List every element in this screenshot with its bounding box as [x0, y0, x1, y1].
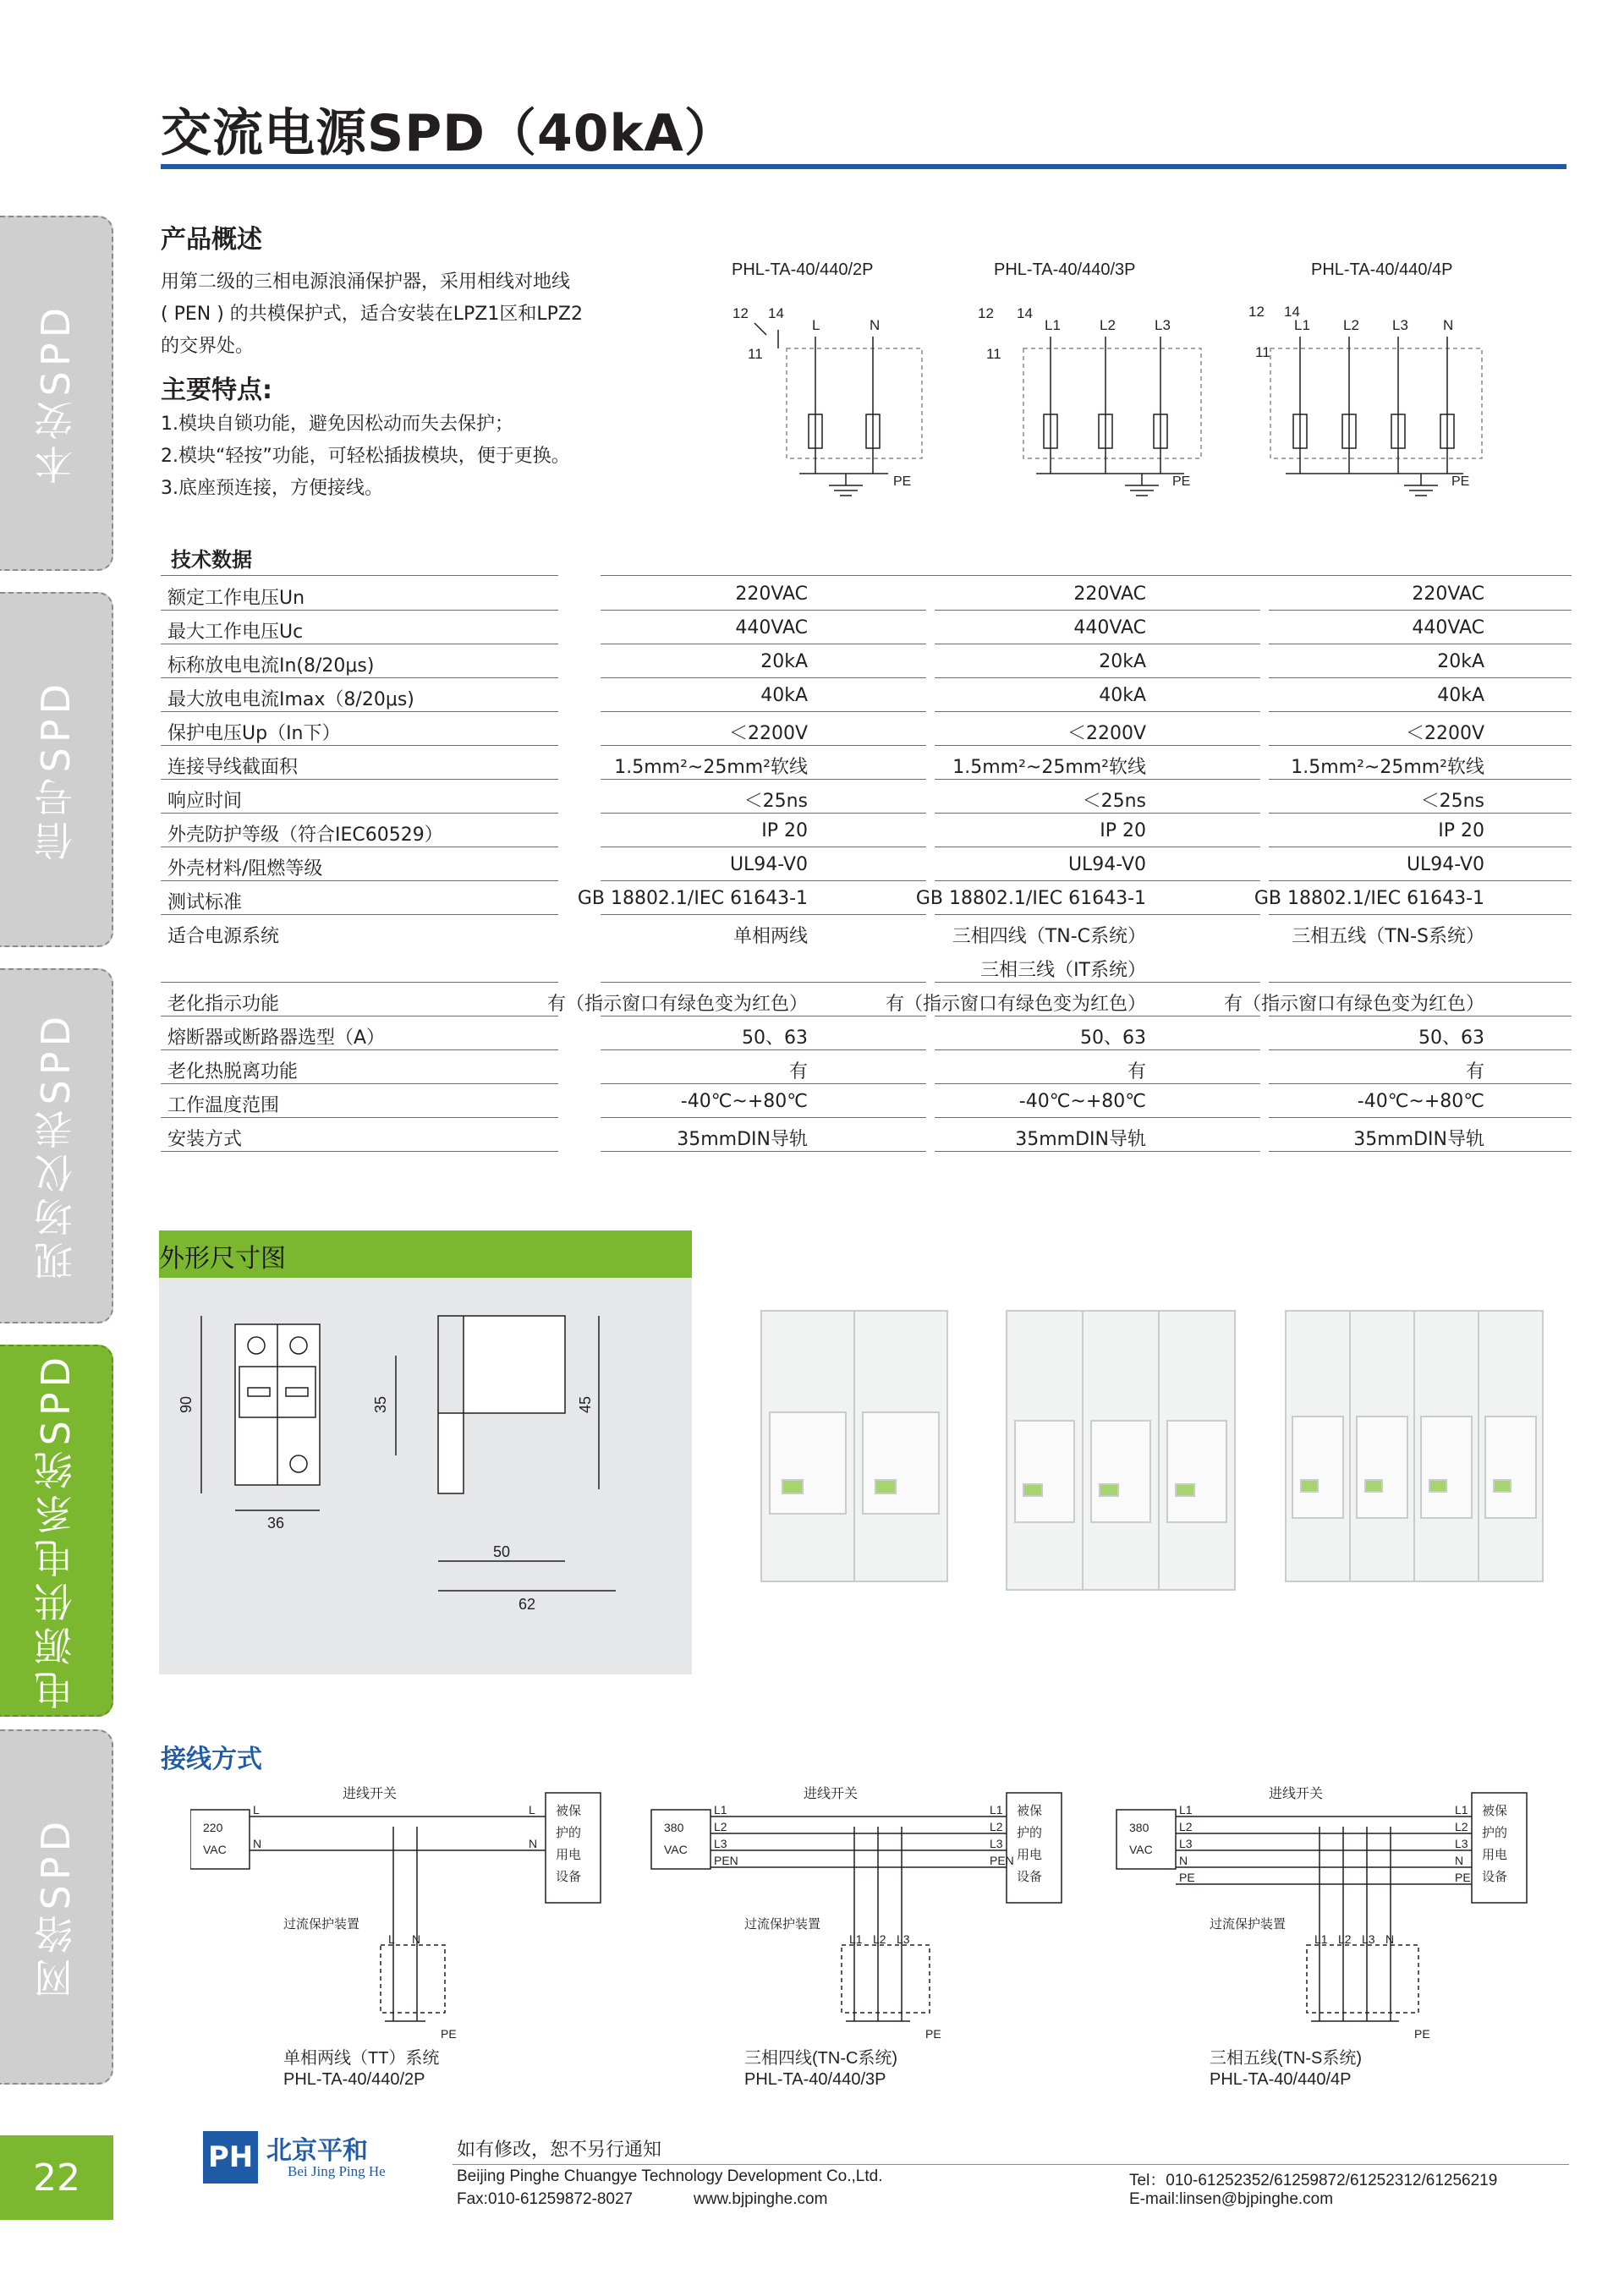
spd-label: L3 — [897, 1932, 910, 1946]
spec-label: 外壳材料/阻燃等级 — [167, 858, 323, 879]
side-tab-intrinsic-spd[interactable] — [0, 216, 113, 571]
wiring-diagrams — [190, 1776, 1577, 2097]
spec-label: 连接导线截面积 — [167, 757, 299, 778]
company-name: Beijing Pinghe Chuangye Technology Development Co.,Ltd. — [457, 2167, 883, 2185]
spec-label: 适合电源系统 — [167, 926, 280, 947]
schematic-4p — [1248, 304, 1482, 496]
spec-row — [161, 847, 1572, 881]
inlet-label: N — [1179, 1854, 1188, 1867]
spec-label: 外壳防护等级（符合IEC60529） — [167, 825, 443, 846]
contact-label: 11 — [1255, 344, 1270, 360]
outlet-label: L2 — [1455, 1820, 1468, 1833]
website-link[interactable]: www.bjpinghe.com — [694, 2190, 828, 2208]
ground-label: PE — [1172, 474, 1191, 489]
spec-value: 35mmDIN导轨 — [1015, 1129, 1146, 1150]
phase-label: L3 — [1155, 317, 1171, 333]
outlet-label: PE — [1455, 1871, 1471, 1884]
spec-heading: 技术数据 — [171, 548, 252, 572]
side-tab-label: 信号SPD — [33, 678, 79, 861]
product-4p-image — [1286, 1311, 1543, 1581]
dim-inner: 35 — [372, 1395, 389, 1413]
outlet-label: L1 — [990, 1803, 1003, 1817]
spec-row — [161, 814, 1572, 847]
schematic-model-4p: PHL-TA-40/440/4P — [1311, 260, 1453, 279]
spec-label: 保护电压Up（In下） — [167, 723, 341, 744]
power-source-box — [190, 1810, 250, 1869]
wiring-diagram-1 — [190, 1786, 601, 2089]
inlet-label: N — [253, 1837, 262, 1850]
side-tab-field-instrument-spd[interactable] — [0, 968, 113, 1323]
spec-row — [161, 983, 1572, 1016]
product-3p-image — [1007, 1311, 1235, 1590]
ground-label: PE — [441, 2027, 457, 2041]
overview-heading: 产品概述 — [161, 225, 262, 255]
wiring-diagram-2 — [651, 1786, 1062, 2089]
spd-label: N — [412, 1932, 421, 1946]
outlet-label: L2 — [990, 1820, 1003, 1833]
spec-value: UL94-V0 — [729, 854, 808, 875]
side-tab-label: 现场仪表SPD — [33, 1011, 79, 1281]
spec-value: 50、63 — [1418, 1027, 1484, 1049]
spec-row — [161, 746, 1572, 780]
spec-value: 有（指示窗口有绿色变为红色） — [546, 994, 808, 1015]
inlet-label: L3 — [1179, 1837, 1193, 1850]
device-label: 用电 — [1482, 1848, 1508, 1862]
spec-label: 额定工作电压Un — [167, 588, 305, 609]
spd-label: L1 — [849, 1932, 863, 1946]
phase-label: L — [812, 317, 820, 333]
ground-label: PE — [893, 474, 912, 489]
device-label: 用电 — [556, 1848, 582, 1862]
spec-row — [161, 678, 1572, 712]
spec-value: 220VAC — [1412, 584, 1484, 605]
side-tab-label: 本安SPD — [33, 302, 79, 485]
spd-label: L1 — [1314, 1932, 1328, 1946]
product-2p-image — [761, 1311, 947, 1581]
spec-value: IP 20 — [1100, 820, 1146, 841]
dim-side-height: 45 — [577, 1395, 594, 1413]
phase-label: L2 — [1100, 317, 1116, 333]
inlet-label: L1 — [714, 1803, 727, 1817]
spd-box — [1307, 1945, 1418, 2013]
dim-width: 36 — [267, 1515, 285, 1532]
spec-value: 1.5mm²~25mm²软线 — [952, 757, 1146, 778]
schematic-model-2p: PHL-TA-40/440/2P — [732, 260, 874, 279]
side-tab-label: 电源供电系统SPD — [33, 1351, 79, 1710]
phase-label: L2 — [1343, 317, 1359, 333]
email-link[interactable]: E-mail:linsen@bjpinghe.com — [1129, 2190, 1334, 2208]
spec-label: 安装方式 — [167, 1129, 243, 1150]
spec-label: 工作温度范围 — [167, 1095, 280, 1116]
side-tab-network-spd[interactable] — [0, 1729, 113, 2085]
source-label: 380 — [664, 1821, 684, 1834]
product-photos — [744, 1269, 1582, 1624]
spec-value: ＜25ns — [1420, 791, 1484, 812]
inlet-label: L1 — [1179, 1803, 1193, 1817]
title-rule — [161, 164, 1566, 169]
spec-value-extra: 三相三线（IT系统） — [980, 960, 1146, 981]
source-label: VAC — [664, 1843, 688, 1856]
spec-row — [161, 577, 1572, 611]
outlet-label: N — [529, 1837, 538, 1850]
dimension-heading: 外形尺寸图 — [159, 1230, 692, 1278]
switch-label: 进线开关 — [804, 1787, 859, 1801]
inlet-label: L — [253, 1803, 260, 1817]
company-logo: PH — [203, 2131, 258, 2184]
spec-value: 40kA — [1437, 685, 1484, 706]
brand-cn: 北京平和 — [266, 2136, 368, 2166]
spec-value: ＜2200V — [1405, 723, 1484, 744]
protector-label: 过流保护装置 — [744, 1917, 821, 1932]
spec-value: 有（指示窗口有绿色变为红色） — [885, 994, 1146, 1015]
dim-height: 90 — [178, 1395, 195, 1413]
contact-label: 12 — [1248, 304, 1265, 320]
power-source-box — [651, 1810, 710, 1869]
spec-label: 标称放电电流In(8/20μs) — [167, 655, 375, 677]
inlet-label: PEN — [714, 1854, 738, 1867]
spec-label: 测试标准 — [167, 892, 243, 913]
dimension-drawing — [159, 1278, 692, 1675]
spec-value: IP 20 — [1438, 820, 1484, 841]
spec-row — [161, 644, 1572, 678]
spec-value: 220VAC — [735, 584, 808, 605]
wiring-heading: 接线方式 — [161, 1745, 262, 1774]
device-label: 设备 — [1482, 1870, 1508, 1884]
side-tab-power-supply-spd[interactable] — [0, 1345, 113, 1717]
spec-value: 440VAC — [735, 617, 808, 638]
phase-label: N — [870, 317, 881, 333]
contact-label: 14 — [768, 305, 784, 321]
spd-box — [381, 1945, 445, 2013]
spec-value: 三相五线（TN-S系统） — [1292, 926, 1484, 947]
wiring-model: PHL-TA-40/440/3P — [744, 2070, 886, 2089]
spec-row — [161, 1084, 1572, 1118]
spd-label: L3 — [1362, 1932, 1375, 1946]
spec-value: -40℃~+80℃ — [680, 1091, 808, 1112]
spec-value: 40kA — [760, 685, 808, 706]
wiring-diagram-3 — [1116, 1786, 1527, 2089]
contact-label: 11 — [986, 346, 1001, 362]
spec-value: ＜2200V — [728, 723, 808, 744]
spec-value: GB 18802.1/IEC 61643-1 — [915, 888, 1146, 909]
device-label: 护的 — [1017, 1826, 1043, 1840]
phase-label: L1 — [1294, 317, 1310, 333]
wiring-caption: 单相两线（TT）系统 — [283, 2049, 440, 2068]
notice: 如有修改，恕不另行通知 — [457, 2140, 662, 2161]
page-title: 交流电源SPD（40kA） — [161, 104, 736, 163]
spec-value: 1.5mm²~25mm²软线 — [1291, 757, 1484, 778]
internal-schematics — [727, 296, 1573, 499]
ground-label: PE — [925, 2027, 941, 2041]
spec-value: GB 18802.1/IEC 61643-1 — [1254, 888, 1484, 909]
contact-label: 11 — [748, 346, 763, 362]
spec-row — [161, 611, 1572, 644]
overview-line: ( PEN ) 的共模保护式，适合安装在LPZ1区和LPZ2 — [161, 304, 583, 325]
ground-label: PE — [1414, 2027, 1430, 2041]
spec-value: UL94-V0 — [1406, 854, 1484, 875]
source-label: VAC — [203, 1843, 227, 1856]
spd-label: L2 — [1338, 1932, 1352, 1946]
side-tab-signal-spd[interactable] — [0, 592, 113, 947]
device-label: 被保 — [1482, 1804, 1508, 1818]
power-source-box — [1116, 1810, 1176, 1869]
spec-value: 1.5mm²~25mm²软线 — [614, 757, 808, 778]
spec-row — [161, 1050, 1572, 1084]
device-label: 设备 — [556, 1870, 582, 1884]
spd-label: L — [388, 1932, 395, 1946]
dim-depth2: 62 — [518, 1596, 536, 1613]
spec-value: 50、63 — [742, 1027, 808, 1049]
switch-label: 进线开关 — [1269, 1787, 1324, 1801]
device-label: 被保 — [1017, 1804, 1043, 1818]
spec-value: UL94-V0 — [1067, 854, 1146, 875]
spec-value: 三相四线（TN-C系统） — [952, 926, 1146, 947]
spec-value: 440VAC — [1412, 617, 1484, 638]
schematic-model-3p: PHL-TA-40/440/3P — [994, 260, 1136, 279]
spec-value: ＜25ns — [1082, 791, 1146, 812]
spec-row — [161, 881, 1572, 915]
outlet-label: L3 — [1455, 1837, 1468, 1850]
device-label: 被保 — [556, 1804, 582, 1818]
spec-value: ＜2200V — [1067, 723, 1146, 744]
spec-value: GB 18802.1/IEC 61643-1 — [577, 888, 808, 909]
contact-label: 14 — [1017, 305, 1033, 321]
phase-label: N — [1443, 317, 1454, 333]
footer-rule — [453, 2164, 1569, 2165]
spec-value: -40℃~+80℃ — [1018, 1091, 1146, 1112]
wiring-model: PHL-TA-40/440/4P — [1210, 2070, 1352, 2089]
page-number: 22 — [0, 2135, 113, 2220]
wiring-model: PHL-TA-40/440/2P — [283, 2070, 425, 2089]
side-tab-label: 网络SPD — [33, 1816, 79, 1998]
spec-value: ＜25ns — [743, 791, 808, 812]
schematic-3p — [978, 305, 1201, 496]
outlet-label: L1 — [1455, 1803, 1468, 1817]
schematic-2p — [732, 305, 922, 496]
inlet-label: L3 — [714, 1837, 727, 1850]
spec-value: 50、63 — [1080, 1027, 1146, 1049]
source-label: 380 — [1129, 1821, 1149, 1834]
wiring-caption: 三相五线(TN-S系统) — [1210, 2049, 1362, 2068]
spec-value: 有（指示窗口有绿色变为红色） — [1223, 994, 1484, 1015]
spec-row — [161, 915, 1572, 983]
spec-value: IP 20 — [761, 820, 808, 841]
spec-value: 440VAC — [1073, 617, 1146, 638]
fax: Fax:010-61259872-8027 — [457, 2190, 634, 2208]
device-label: 护的 — [556, 1826, 582, 1840]
protector-label: 过流保护装置 — [1210, 1917, 1287, 1932]
device-label: 设备 — [1017, 1870, 1043, 1884]
dim-depth1: 50 — [493, 1543, 511, 1560]
device-label: 护的 — [1482, 1826, 1508, 1840]
wiring-caption: 三相四线(TN-C系统) — [744, 2049, 898, 2068]
spec-label: 最大放电电流Imax（8/20μs) — [167, 689, 414, 710]
source-label: 220 — [203, 1821, 223, 1834]
spec-label: 响应时间 — [167, 791, 243, 812]
contact-label: 12 — [978, 305, 994, 321]
spec-value: 20kA — [760, 651, 808, 672]
phase-label: L3 — [1392, 317, 1408, 333]
source-label: VAC — [1129, 1843, 1153, 1856]
phase-label: L1 — [1045, 317, 1061, 333]
spec-label: 最大工作电压Uc — [167, 622, 304, 643]
ground-label: PE — [1451, 474, 1470, 489]
spec-value: 20kA — [1437, 651, 1484, 672]
protector-label: 过流保护装置 — [283, 1917, 360, 1932]
brand-en: Bei Jing Ping He — [288, 2163, 386, 2179]
contact-label: 14 — [1284, 304, 1300, 320]
feature-item: 1.模块自锁功能，避免因松动而失去保护； — [161, 414, 513, 435]
inlet-label: L2 — [1179, 1820, 1193, 1833]
outlet-label: L — [529, 1803, 535, 1817]
spec-value: -40℃~+80℃ — [1357, 1091, 1484, 1112]
overview-line: 用第二级的三相电源浪涌保护器，采用相线对地线 — [161, 271, 571, 293]
outlet-label: N — [1455, 1854, 1464, 1867]
contact-label: 12 — [732, 305, 749, 321]
spec-label: 老化指示功能 — [167, 994, 280, 1015]
spec-row — [161, 780, 1572, 814]
spec-value: 40kA — [1099, 685, 1146, 706]
spec-value: 20kA — [1099, 651, 1146, 672]
spec-value: 35mmDIN导轨 — [1353, 1129, 1484, 1150]
spec-label: 老化热脱离功能 — [167, 1061, 299, 1082]
spec-row — [161, 712, 1572, 746]
spec-row — [161, 1016, 1572, 1050]
spec-value: 有 — [788, 1061, 808, 1082]
spec-value: 单相两线 — [732, 926, 808, 947]
spec-value: 有 — [1465, 1061, 1484, 1082]
spec-row — [161, 1118, 1572, 1152]
overview-line: 的交界处。 — [161, 336, 255, 357]
features-heading: 主要特点: — [161, 375, 272, 405]
outlet-label: PEN — [990, 1854, 1014, 1867]
device-label: 用电 — [1017, 1848, 1043, 1862]
spd-label: L2 — [873, 1932, 886, 1946]
inlet-label: L2 — [714, 1820, 727, 1833]
outlet-label: L3 — [990, 1837, 1003, 1850]
spd-label: N — [1385, 1932, 1395, 1946]
spec-value: 有 — [1127, 1061, 1146, 1082]
spec-value: 35mmDIN导轨 — [677, 1129, 808, 1150]
spec-label: 熔断器或断路器选型（A） — [167, 1027, 386, 1049]
feature-item: 2.模块“轻按”功能，可轻松插拔模块，便于更换。 — [161, 446, 570, 467]
inlet-label: PE — [1179, 1871, 1195, 1884]
tel: Tel：010-61252352/61259872/61252312/61256219 — [1129, 2172, 1498, 2189]
feature-item: 3.底座预连接，方便接线。 — [161, 478, 383, 499]
spec-value: 220VAC — [1073, 584, 1146, 605]
switch-label: 进线开关 — [343, 1787, 398, 1801]
